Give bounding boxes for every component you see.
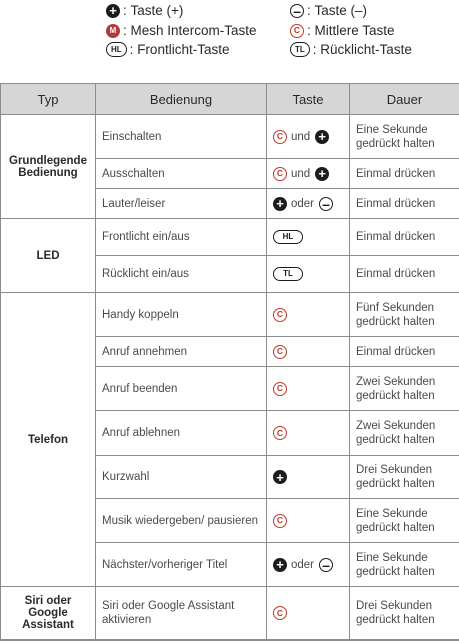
conjunction-or: oder	[291, 558, 315, 571]
headlight-button-icon: HL	[273, 230, 303, 244]
duration-cell: Einmal drücken	[350, 337, 459, 367]
duration-cell: Drei Sekunden gedrückt halten	[350, 587, 459, 640]
conjunction-and: und	[291, 130, 311, 143]
duration-cell: Drei Sekunden gedrückt halten	[350, 456, 459, 499]
minus-button-icon: –	[290, 4, 304, 18]
operation-cell: Lauter/leiser	[96, 189, 267, 219]
center-button-icon: C	[273, 606, 287, 620]
controls-table	[0, 83, 459, 641]
duration-cell: Eine Sekunde gedrückt halten	[350, 115, 459, 159]
center-button-icon: C	[273, 426, 287, 440]
button-cell	[267, 499, 350, 543]
plus-button-icon: +	[106, 4, 120, 18]
header-typ: Typ	[1, 84, 96, 115]
legend-minus	[290, 3, 367, 18]
legend-plus-label: Taste (+)	[130, 3, 184, 18]
button-cell	[267, 367, 350, 411]
button-cell	[267, 456, 350, 499]
legend-mesh	[106, 23, 257, 38]
duration-cell: Zwei Sekunden gedrückt halten	[350, 411, 459, 456]
operation-cell: Ausschalten	[96, 159, 267, 189]
duration-cell: Einmal drücken	[350, 219, 459, 256]
group-basic: Grundlegende Bedienung	[1, 115, 96, 219]
operation-cell: Anruf ablehnen	[96, 411, 267, 456]
header-taste: Taste	[267, 84, 350, 115]
legend-rear	[290, 42, 412, 57]
operation-cell: Anruf annehmen	[96, 337, 267, 367]
duration-cell: Einmal drücken	[350, 256, 459, 293]
center-button-icon: C	[273, 382, 287, 396]
group-phone: Telefon	[1, 293, 96, 587]
legend-separator: :	[129, 42, 138, 57]
headlight-button-icon: HL	[106, 42, 127, 57]
button-cell	[267, 189, 350, 219]
button-cell	[267, 543, 350, 587]
duration-cell: Zwei Sekunden gedrückt halten	[350, 367, 459, 411]
taillight-button-icon: TL	[273, 267, 303, 281]
plus-button-icon: +	[273, 470, 287, 484]
group-led: LED	[1, 219, 96, 293]
header-dauer: Dauer	[350, 84, 459, 115]
legend-rear-label: Rücklicht-Taste	[320, 42, 412, 57]
table-row	[1, 115, 459, 159]
button-cell	[267, 587, 350, 640]
legend-front	[106, 42, 229, 57]
minus-button-icon: –	[319, 197, 333, 211]
button-cell	[267, 159, 350, 189]
center-button-icon: C	[273, 130, 287, 144]
legend-minus-label: Taste (–)	[314, 3, 368, 18]
table-header-row	[1, 84, 459, 115]
operation-cell: Handy koppeln	[96, 293, 267, 337]
table-row	[1, 219, 459, 256]
button-cell	[267, 115, 350, 159]
operation-cell: Nächster/vorheriger Titel	[96, 543, 267, 587]
legend-separator: :	[123, 3, 131, 18]
duration-cell: Einmal drücken	[350, 159, 459, 189]
legend-mesh-label: Mesh Intercom-Taste	[130, 23, 257, 38]
group-assistant: Siri oder Google Assistant	[1, 587, 96, 640]
operation-cell: Rücklicht ein/aus	[96, 256, 267, 293]
center-button-icon: C	[290, 24, 304, 38]
legend-separator: :	[312, 42, 321, 57]
plus-button-icon: +	[273, 197, 287, 211]
center-button-icon: C	[273, 345, 287, 359]
button-cell	[267, 411, 350, 456]
plus-button-icon: +	[315, 130, 329, 144]
button-cell	[267, 337, 350, 367]
legend-plus	[106, 3, 183, 18]
operation-cell: Einschalten	[96, 115, 267, 159]
taillight-button-icon: TL	[290, 42, 310, 57]
center-button-icon: C	[273, 514, 287, 528]
conjunction-and: und	[291, 167, 311, 180]
table-row	[1, 293, 459, 337]
operation-cell: Musik wiedergeben/ pausieren	[96, 499, 267, 543]
legend-front-label: Frontlicht-Taste	[137, 42, 230, 57]
minus-button-icon: –	[319, 558, 333, 572]
plus-button-icon: +	[273, 558, 287, 572]
button-cell	[267, 256, 350, 293]
duration-cell: Eine Sekunde gedrückt halten	[350, 499, 459, 543]
button-legend	[0, 0, 459, 72]
table-row	[1, 587, 459, 640]
legend-center-label: Mittlere Taste	[314, 23, 395, 38]
legend-center	[290, 23, 395, 38]
plus-button-icon: +	[315, 167, 329, 181]
mesh-button-icon: M	[106, 24, 120, 38]
center-button-icon: C	[273, 167, 287, 181]
center-button-icon: C	[273, 308, 287, 322]
operation-cell: Siri oder Google Assistant aktivieren	[96, 587, 267, 640]
button-cell	[267, 293, 350, 337]
legend-separator: :	[123, 23, 131, 38]
conjunction-or: oder	[291, 197, 315, 210]
header-bedienung: Bedienung	[96, 84, 267, 115]
duration-cell: Einmal drücken	[350, 189, 459, 219]
operation-cell: Kurzwahl	[96, 456, 267, 499]
button-cell	[267, 219, 350, 256]
legend-separator: :	[307, 23, 315, 38]
duration-cell: Fünf Sekunden gedrückt halten	[350, 293, 459, 337]
legend-separator: :	[307, 3, 315, 18]
duration-cell: Eine Sekunde gedrückt halten	[350, 543, 459, 587]
operation-cell: Anruf beenden	[96, 367, 267, 411]
operation-cell: Frontlicht ein/aus	[96, 219, 267, 256]
